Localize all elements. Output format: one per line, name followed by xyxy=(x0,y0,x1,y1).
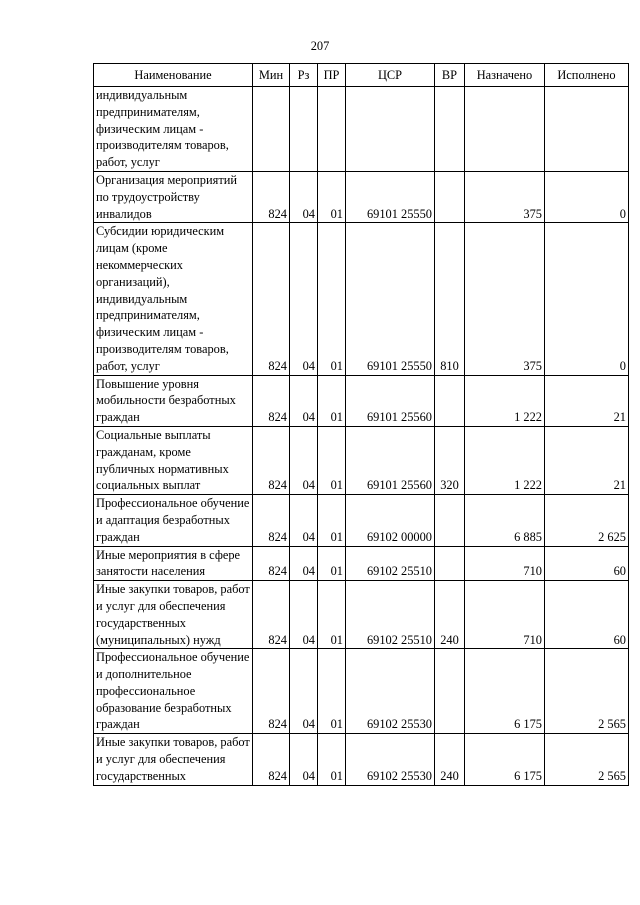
column-header-vr: ВР xyxy=(435,64,465,87)
cell-min: 824 xyxy=(253,171,290,222)
cell-rz: 04 xyxy=(290,426,318,494)
table-row xyxy=(94,495,629,546)
table-header-row xyxy=(94,64,629,87)
column-header-pr: ПР xyxy=(318,64,346,87)
cell-pr: 01 xyxy=(318,581,346,649)
cell-rz xyxy=(290,87,318,172)
cell-csr: 69102 25530 xyxy=(346,649,435,734)
cell-csr: 69102 25510 xyxy=(346,546,435,581)
cell-executed: 21 xyxy=(545,426,629,494)
cell-pr xyxy=(318,87,346,172)
cell-executed: 60 xyxy=(545,581,629,649)
cell-executed: 0 xyxy=(545,171,629,222)
cell-vr xyxy=(435,649,465,734)
cell-vr: 810 xyxy=(435,223,465,375)
table-row xyxy=(94,546,629,581)
cell-executed: 21 xyxy=(545,375,629,426)
cell-executed: 2 565 xyxy=(545,734,629,785)
cell-pr: 01 xyxy=(318,375,346,426)
cell-pr: 01 xyxy=(318,495,346,546)
page-number: 207 xyxy=(310,39,330,53)
cell-vr xyxy=(435,495,465,546)
cell-csr: 69101 25560 xyxy=(346,426,435,494)
cell-vr: 320 xyxy=(435,426,465,494)
cell-name: Профессиональное обучение и дополнительное профессиональное образование безработных граждан xyxy=(94,649,253,734)
cell-csr xyxy=(346,87,435,172)
cell-executed: 0 xyxy=(545,223,629,375)
table-row xyxy=(94,171,629,222)
cell-pr: 01 xyxy=(318,546,346,581)
cell-executed: 60 xyxy=(545,546,629,581)
cell-csr: 69101 25560 xyxy=(346,375,435,426)
cell-pr: 01 xyxy=(318,171,346,222)
cell-csr: 69101 25550 xyxy=(346,171,435,222)
cell-assigned: 6 175 xyxy=(465,734,545,785)
cell-assigned: 1 222 xyxy=(465,375,545,426)
cell-rz: 04 xyxy=(290,171,318,222)
table-row xyxy=(94,734,629,785)
cell-name: Социальные выплаты гражданам, кроме публичных нормативных социальных выплат xyxy=(94,426,253,494)
table-row xyxy=(94,649,629,734)
column-header-executed: Исполнено xyxy=(545,64,629,87)
cell-min: 824 xyxy=(253,426,290,494)
column-header-min: Мин xyxy=(253,64,290,87)
cell-assigned: 375 xyxy=(465,223,545,375)
cell-rz: 04 xyxy=(290,581,318,649)
cell-executed: 2 565 xyxy=(545,649,629,734)
column-header-name: Наименование xyxy=(94,64,253,87)
cell-name: Иные закупки товаров, работ и услуг для обеспечения государственных xyxy=(94,734,253,785)
budget-table xyxy=(93,63,629,786)
column-header-assigned: Назначено xyxy=(465,64,545,87)
cell-name: Иные мероприятия в сфере занятости населения xyxy=(94,546,253,581)
cell-rz: 04 xyxy=(290,375,318,426)
table-row xyxy=(94,426,629,494)
column-header-csr: ЦСР xyxy=(346,64,435,87)
cell-rz: 04 xyxy=(290,495,318,546)
cell-vr: 240 xyxy=(435,734,465,785)
cell-pr: 01 xyxy=(318,426,346,494)
cell-pr: 01 xyxy=(318,223,346,375)
cell-vr xyxy=(435,546,465,581)
table-row xyxy=(94,87,629,172)
cell-rz: 04 xyxy=(290,649,318,734)
cell-assigned: 710 xyxy=(465,546,545,581)
column-header-rz: Рз xyxy=(290,64,318,87)
cell-pr: 01 xyxy=(318,734,346,785)
table-row xyxy=(94,375,629,426)
cell-min: 824 xyxy=(253,581,290,649)
table-row xyxy=(94,223,629,375)
cell-name: Профессиональное обучение и адаптация безработных граждан xyxy=(94,495,253,546)
cell-pr: 01 xyxy=(318,649,346,734)
cell-rz: 04 xyxy=(290,734,318,785)
cell-csr: 69102 25510 xyxy=(346,581,435,649)
cell-vr xyxy=(435,87,465,172)
cell-executed xyxy=(545,87,629,172)
cell-min: 824 xyxy=(253,734,290,785)
cell-min: 824 xyxy=(253,546,290,581)
cell-min: 824 xyxy=(253,223,290,375)
cell-min: 824 xyxy=(253,649,290,734)
cell-name: Повышение уровня мобильности безработных граждан xyxy=(94,375,253,426)
cell-csr: 69102 25530 xyxy=(346,734,435,785)
cell-assigned: 375 xyxy=(465,171,545,222)
cell-name: Организация мероприятий по трудоустройству инвалидов xyxy=(94,171,253,222)
cell-name: Иные закупки товаров, работ и услуг для обеспечения государственных (муниципальных) нужд xyxy=(94,581,253,649)
cell-name: индивидуальным предпринимателям, физическим лицам - производителям товаров, работ, услуг xyxy=(94,87,253,172)
cell-rz: 04 xyxy=(290,546,318,581)
cell-vr xyxy=(435,171,465,222)
cell-csr: 69101 25550 xyxy=(346,223,435,375)
cell-csr: 69102 00000 xyxy=(346,495,435,546)
cell-min: 824 xyxy=(253,375,290,426)
cell-assigned: 710 xyxy=(465,581,545,649)
cell-rz: 04 xyxy=(290,223,318,375)
cell-assigned: 1 222 xyxy=(465,426,545,494)
cell-executed: 2 625 xyxy=(545,495,629,546)
cell-assigned: 6 885 xyxy=(465,495,545,546)
cell-assigned xyxy=(465,87,545,172)
cell-vr: 240 xyxy=(435,581,465,649)
cell-name: Субсидии юридическим лицам (кроме некоммерческих организаций), индивидуальным предпринимателям, физическим лицам - производителям товаров, работ, услуг xyxy=(94,223,253,375)
cell-min: 824 xyxy=(253,495,290,546)
cell-assigned: 6 175 xyxy=(465,649,545,734)
cell-min xyxy=(253,87,290,172)
cell-vr xyxy=(435,375,465,426)
table-row xyxy=(94,581,629,649)
